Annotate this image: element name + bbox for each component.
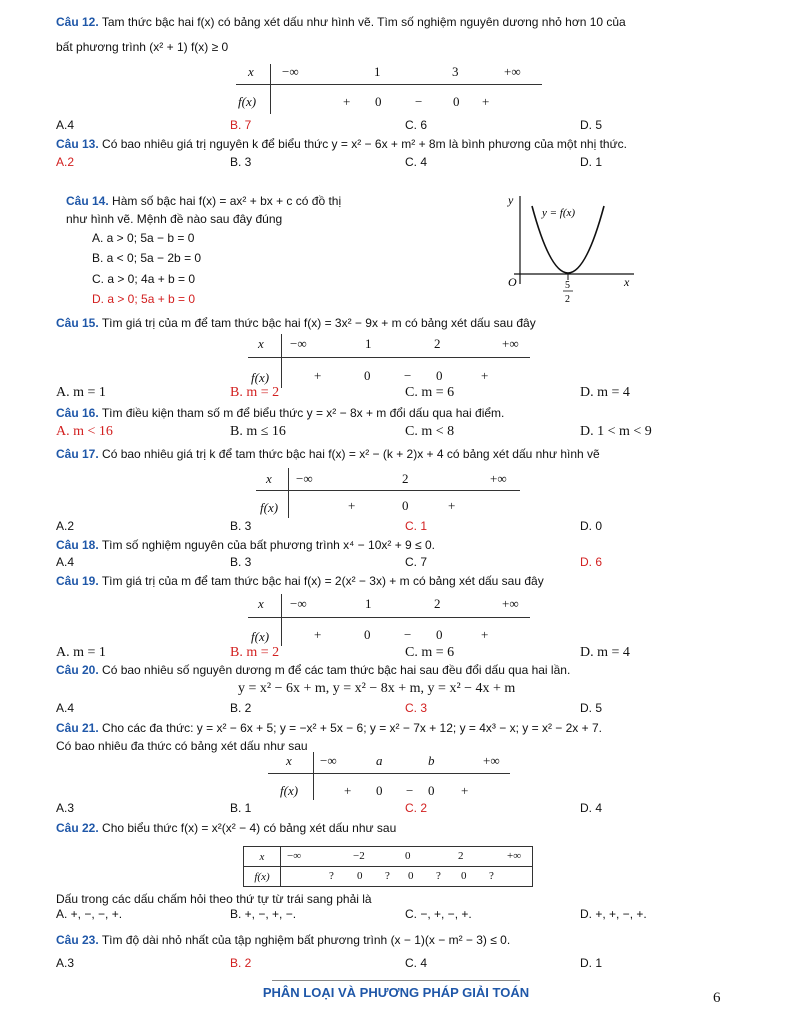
origin-label: O — [508, 275, 517, 289]
q17-option-b[interactable]: B. 3 — [230, 519, 252, 533]
q21-sign: 0 — [428, 783, 435, 798]
q23-text: Tìm độ dài nhỏ nhất của tập nghiệm bất phương trình (x − 1)(x − m² − 3) ≤ 0. — [101, 933, 511, 947]
q17-fx-label: f(x) — [260, 500, 279, 515]
q16-label: Câu 16. — [56, 406, 99, 420]
q13-option-d[interactable]: D. 1 — [580, 155, 603, 169]
q14-label: Câu 14. — [66, 194, 109, 208]
q15-option-a[interactable]: A. m = 1 — [56, 385, 106, 400]
q14-option-c[interactable]: C. a > 0; 4a + b = 0 — [92, 272, 196, 286]
q21-option-c[interactable]: C. 2 — [405, 801, 428, 815]
q22-option-a[interactable]: A. +, −, −, +. — [56, 907, 123, 921]
q23-stem — [56, 932, 510, 948]
q17-label: Câu 17. — [56, 447, 99, 461]
q15-label: Câu 15. — [56, 316, 99, 330]
q15-option-d[interactable]: D. m = 4 — [580, 385, 630, 400]
q22-x-val: −2 — [353, 850, 365, 862]
q15-option-b[interactable]: B. m = 2 — [230, 385, 280, 400]
q17-text: Có bao nhiêu giá trị k để tam thức bậc hai f(x) = x² − (k + 2)x + 4 có bảng xét dấu như hình vẽ — [102, 447, 600, 461]
q18-stem — [56, 537, 435, 553]
q20-formula: y = x² − 6x + m, y = x² − 8x + m, y = x² − 4x + m — [238, 681, 516, 696]
q16-text: Tìm điều kiện tham số m để biểu thức y = x² − 8x + m đổi dấu qua hai điểm. — [101, 406, 505, 420]
q21-text: Cho các đa thức: y = x² − 6x + 5; y = −x² + 5x − 6; y = x² − 7x + 12; y = 4x³ − x; y = x² − 2x + 7. — [102, 721, 602, 735]
q22-x-val: 0 — [405, 850, 411, 862]
q22-stem — [56, 820, 396, 836]
q13-label: Câu 13. — [56, 137, 99, 151]
q12-x-val: −∞ — [282, 64, 299, 79]
q17-option-c[interactable]: C. 1 — [405, 519, 428, 533]
q17-x-val: −∞ — [296, 471, 313, 486]
q16-option-b[interactable]: B. m ≤ 16 — [230, 424, 286, 439]
q18-label: Câu 18. — [56, 538, 99, 552]
q22-cell: ? — [489, 870, 494, 882]
q14-parabola-graph — [500, 192, 640, 310]
q22-fx-label: f(x) — [254, 870, 270, 883]
q14-stem-2: như hình vẽ. Mệnh đề nào sau đây đúng — [66, 212, 283, 226]
q17-sign: + — [348, 498, 356, 513]
q19-x-val: +∞ — [502, 596, 519, 611]
q15-sign: 0 — [436, 368, 443, 383]
q22-option-c[interactable]: C. −, +, −, +. — [405, 907, 472, 921]
q21-option-b[interactable]: B. 1 — [230, 801, 252, 815]
q14-text: Hàm số bậc hai f(x) = ax² + bx + c có đồ thị — [112, 194, 342, 208]
q15-x-val: +∞ — [502, 336, 519, 351]
q12-sign: 0 — [375, 94, 382, 109]
q15-x-val: 2 — [434, 336, 441, 351]
q18-text: Tìm số nghiệm nguyên của bất phương trình x⁴ − 10x² + 9 ≤ 0. — [101, 538, 435, 552]
q13-text: Có bao nhiêu giá trị nguyên k để biểu thức y = x² − 6x + m² + 8m là bình phương của một nhị thức. — [102, 137, 627, 151]
q15-sign: + — [314, 368, 322, 383]
footer-title: PHÂN LOẠI VÀ PHƯƠNG PHÁP GIẢI TOÁN — [262, 985, 530, 1000]
q21-stem-2: Có bao nhiêu đa thức có bảng xét dấu như sau — [56, 739, 308, 753]
q13-option-a[interactable]: A.2 — [56, 155, 75, 169]
q15-x-val: −∞ — [290, 336, 307, 351]
q19-stem — [56, 573, 544, 589]
q21-fx-label: f(x) — [280, 783, 299, 798]
q22-x-val: −∞ — [287, 850, 302, 862]
q22-x-val: 2 — [458, 850, 464, 862]
q23-option-d[interactable]: D. 1 — [580, 956, 603, 970]
q20-option-d[interactable]: D. 5 — [580, 701, 603, 715]
q18-option-a[interactable]: A.4 — [56, 555, 75, 569]
q15-x-label: x — [258, 336, 264, 351]
q19-sign: + — [481, 627, 489, 642]
q17-option-a[interactable]: A.2 — [56, 519, 75, 533]
q12-fx-label: f(x) — [238, 94, 257, 109]
curve-label: y = f(x) — [542, 207, 576, 219]
q12-option-b[interactable]: B. 7 — [230, 118, 252, 132]
q21-option-d[interactable]: D. 4 — [580, 801, 603, 815]
q18-option-c[interactable]: C. 7 — [405, 555, 428, 569]
q12-x-val: 3 — [452, 64, 459, 79]
q20-label: Câu 20. — [56, 663, 99, 677]
q12-option-c[interactable]: C. 6 — [405, 118, 428, 132]
q22-cell: ? — [385, 870, 390, 882]
root-denominator: 2 — [565, 294, 570, 305]
q17-sign: 0 — [402, 498, 409, 513]
q22-cell: 0 — [357, 870, 363, 882]
q21-sign: + — [344, 783, 352, 798]
q12-option-d[interactable]: D. 5 — [580, 118, 603, 132]
q18-option-d[interactable]: D. 6 — [580, 555, 603, 569]
root-numerator: 5 — [565, 280, 570, 291]
q19-sign: 0 — [364, 627, 371, 642]
q15-option-c[interactable]: C. m = 6 — [405, 385, 455, 400]
q21-x-val: a — [376, 753, 383, 768]
q15-sign: + — [481, 368, 489, 383]
q21-x-val: +∞ — [483, 753, 500, 768]
q22-option-b[interactable]: B. +, −, +, −. — [230, 907, 297, 921]
x-axis-label: x — [624, 275, 630, 289]
q22-x-label: x — [259, 850, 265, 863]
q16-option-d[interactable]: D. 1 < m < 9 — [580, 424, 652, 439]
q21-label: Câu 21. — [56, 721, 99, 735]
q20-stem — [56, 662, 570, 678]
q17-stem — [56, 446, 600, 462]
q18-option-b[interactable]: B. 3 — [230, 555, 252, 569]
q21-option-a[interactable]: A.3 — [56, 801, 75, 815]
q17-x-val: +∞ — [490, 471, 507, 486]
q19-option-b[interactable]: B. m = 2 — [230, 645, 280, 660]
q21-sign: 0 — [376, 783, 383, 798]
q12-x-val: +∞ — [504, 64, 521, 79]
q20-option-b[interactable]: B. 2 — [230, 701, 252, 715]
q23-option-a[interactable]: A.3 — [56, 956, 75, 970]
q20-option-a[interactable]: A.4 — [56, 701, 75, 715]
q17-sign: + — [448, 498, 456, 513]
q19-x-label: x — [258, 596, 264, 611]
q14-option-b[interactable]: B. a < 0; 5a − 2b = 0 — [92, 251, 202, 265]
footer-rule — [272, 980, 520, 981]
page-number: 6 — [713, 990, 721, 1006]
q12-sign: − — [415, 94, 423, 109]
q22-sign-table — [243, 846, 533, 887]
q19-sign: + — [314, 627, 322, 642]
q21-sign: + — [461, 783, 469, 798]
q19-x-val: −∞ — [290, 596, 307, 611]
q22-option-d[interactable]: D. +, +, −, +. — [580, 907, 647, 921]
q15-sign: − — [404, 368, 412, 383]
q16-option-a[interactable]: A. m < 16 — [56, 424, 113, 439]
q23-option-b[interactable]: B. 2 — [230, 956, 252, 970]
q14-option-d[interactable]: D. a > 0; 5a + b = 0 — [92, 292, 196, 306]
q23-option-c[interactable]: C. 4 — [405, 956, 428, 970]
q19-fx-label: f(x) — [251, 629, 270, 644]
q12-label: Câu 12. — [56, 15, 99, 29]
q19-sign: 0 — [436, 627, 443, 642]
q22-text: Cho biểu thức f(x) = x²(x² − 4) có bảng xét dấu như sau — [102, 821, 397, 835]
q22-cell: 0 — [461, 870, 467, 882]
q21-x-val: −∞ — [320, 753, 337, 768]
q20-text: Có bao nhiêu số nguyên dương m để các tam thức bậc hai sau đều đổi dấu qua hai lần. — [102, 663, 571, 677]
q22-stem-2: Dấu trong các dấu chấm hỏi theo thứ tự từ trái sang phải là — [56, 892, 372, 906]
q20-option-c[interactable]: C. 3 — [405, 701, 428, 715]
q12-stem-2: bất phương trình (x² + 1) f(x) ≥ 0 — [56, 40, 229, 54]
q15-fx-label: f(x) — [251, 370, 270, 385]
q21-sign: − — [406, 783, 414, 798]
q22-cell: 0 — [408, 870, 414, 882]
q14-option-a[interactable]: A. a > 0; 5a − b = 0 — [92, 231, 195, 245]
q19-sign: − — [404, 627, 412, 642]
q12-sign: + — [482, 94, 490, 109]
q19-label: Câu 19. — [56, 574, 99, 588]
q19-option-d[interactable]: D. m = 4 — [580, 645, 630, 660]
q21-x-val: b — [428, 753, 435, 768]
q14-stem — [66, 193, 341, 209]
q19-option-a[interactable]: A. m = 1 — [56, 645, 106, 660]
q23-label: Câu 23. — [56, 933, 99, 947]
q12-x-label: x — [248, 64, 254, 79]
q17-x-label: x — [266, 471, 272, 486]
q19-option-c[interactable]: C. m = 6 — [405, 645, 455, 660]
q17-x-val: 2 — [402, 471, 409, 486]
q15-text: Tìm giá trị của m để tam thức bậc hai f(x) = 3x² − 9x + m có bảng xét dấu sau đây — [101, 316, 536, 330]
q12-option-a[interactable]: A.4 — [56, 118, 75, 132]
q22-x-val: +∞ — [507, 850, 522, 862]
q22-cell: ? — [329, 870, 334, 882]
q12-sign: + — [343, 94, 351, 109]
q16-stem — [56, 405, 504, 421]
q12-text: Tam thức bậc hai f(x) có bảng xét dấu như hình vẽ. Tìm số nghiệm nguyên dương nhỏ hơn 10 của — [101, 15, 626, 29]
q19-text: Tìm giá trị của m để tam thức bậc hai f(x) = 2(x² − 3x) + m có bảng xét dấu sau đây — [101, 574, 544, 588]
q16-option-c[interactable]: C. m < 8 — [405, 424, 455, 439]
q22-label: Câu 22. — [56, 821, 99, 835]
q19-x-val: 2 — [434, 596, 441, 611]
q13-stem — [56, 136, 627, 152]
q12-x-val: 1 — [374, 64, 381, 79]
q15-sign: 0 — [364, 368, 371, 383]
q15-x-val: 1 — [365, 336, 372, 351]
q19-x-val: 1 — [365, 596, 372, 611]
q15-stem — [56, 315, 536, 331]
q13-option-c[interactable]: C. 4 — [405, 155, 428, 169]
q22-cell: ? — [436, 870, 441, 882]
q21-stem — [56, 720, 602, 736]
q21-x-label: x — [286, 753, 292, 768]
q12-stem — [56, 14, 626, 30]
q17-option-d[interactable]: D. 0 — [580, 519, 603, 533]
y-axis-label: y — [508, 193, 514, 207]
q13-option-b[interactable]: B. 3 — [230, 155, 252, 169]
q12-sign: 0 — [453, 94, 460, 109]
